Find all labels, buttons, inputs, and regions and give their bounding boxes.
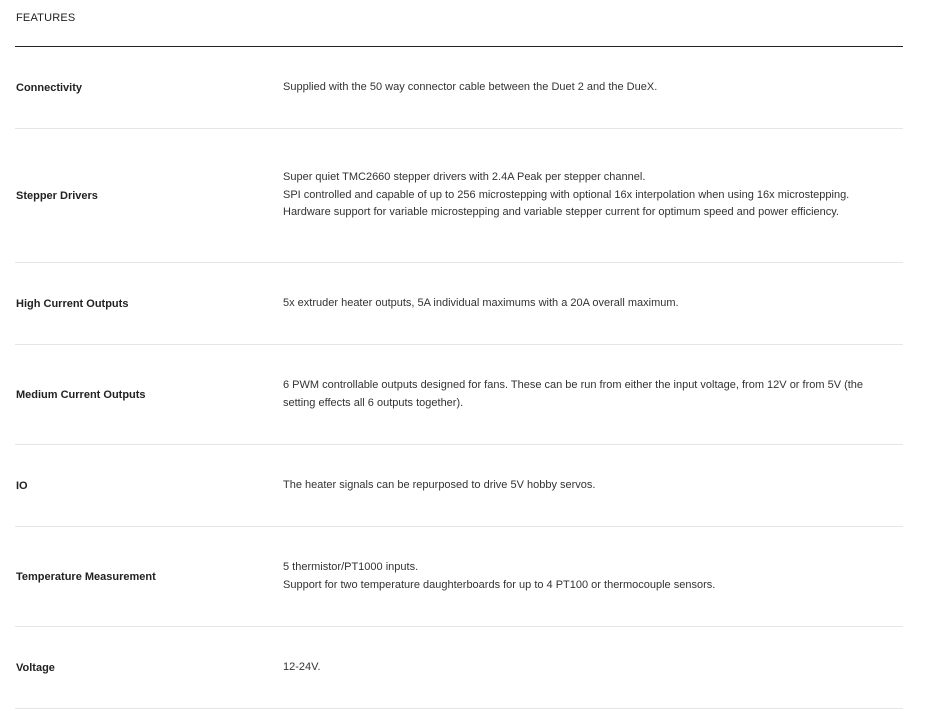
feature-description (283, 559, 903, 594)
feature-label: Temperature Measurement (16, 570, 156, 583)
feature-description-line: Super quiet TMC2660 stepper drivers with 2.4A Peak per stepper channel. (283, 171, 646, 184)
feature-row-connectivity (15, 47, 903, 129)
feature-description-line: Support for two temperature daughterboards for up to 4 PT100 or thermocouple sensors. (283, 578, 716, 591)
feature-label: Stepper Drivers (16, 189, 98, 202)
feature-row-medium-current-outputs (15, 345, 903, 445)
features-table (15, 0, 903, 709)
feature-row-high-current-outputs (15, 263, 903, 345)
feature-description (283, 169, 903, 222)
feature-description-line: Hardware support for variable microstepping and variable stepper current for optimum speed and power efficiency. (283, 206, 839, 219)
feature-description (283, 477, 903, 495)
feature-description-line: 5 thermistor/PT1000 inputs. (283, 561, 419, 573)
feature-label: High Current Outputs (16, 297, 129, 310)
feature-description-line: 5x extruder heater outputs, 5A individual maximums with a 20A overall maximum. (283, 296, 679, 309)
section-title: FEATURES (15, 0, 903, 47)
feature-row-voltage (15, 627, 903, 709)
feature-row-io (15, 445, 903, 527)
feature-label: Connectivity (16, 81, 83, 94)
feature-description-line: 12-24V. (283, 660, 321, 673)
feature-description (283, 79, 903, 97)
feature-description (283, 295, 903, 313)
feature-label: Medium Current Outputs (16, 388, 146, 401)
feature-description (283, 377, 903, 412)
feature-description-line: Supplied with the 50 way connector cable between the Duet 2 and the DueX. (283, 80, 658, 93)
feature-description-line: SPI controlled and capable of up to 256 microstepping with optional 16x interpolation when using 16x microstepping. (283, 188, 850, 201)
feature-label: IO (16, 479, 28, 492)
feature-row-stepper-drivers (15, 129, 903, 263)
feature-description-line: The heater signals can be repurposed to drive 5V hobby servos. (283, 478, 596, 491)
feature-label: Voltage (16, 661, 55, 674)
feature-description-line: 6 PWM controllable outputs designed for fans. These can be run from either the input voltage, from 12V or from 5V (the setting effects all 6 outputs together). (283, 379, 864, 409)
feature-row-temperature-measurement (15, 527, 903, 627)
feature-description (283, 659, 903, 677)
